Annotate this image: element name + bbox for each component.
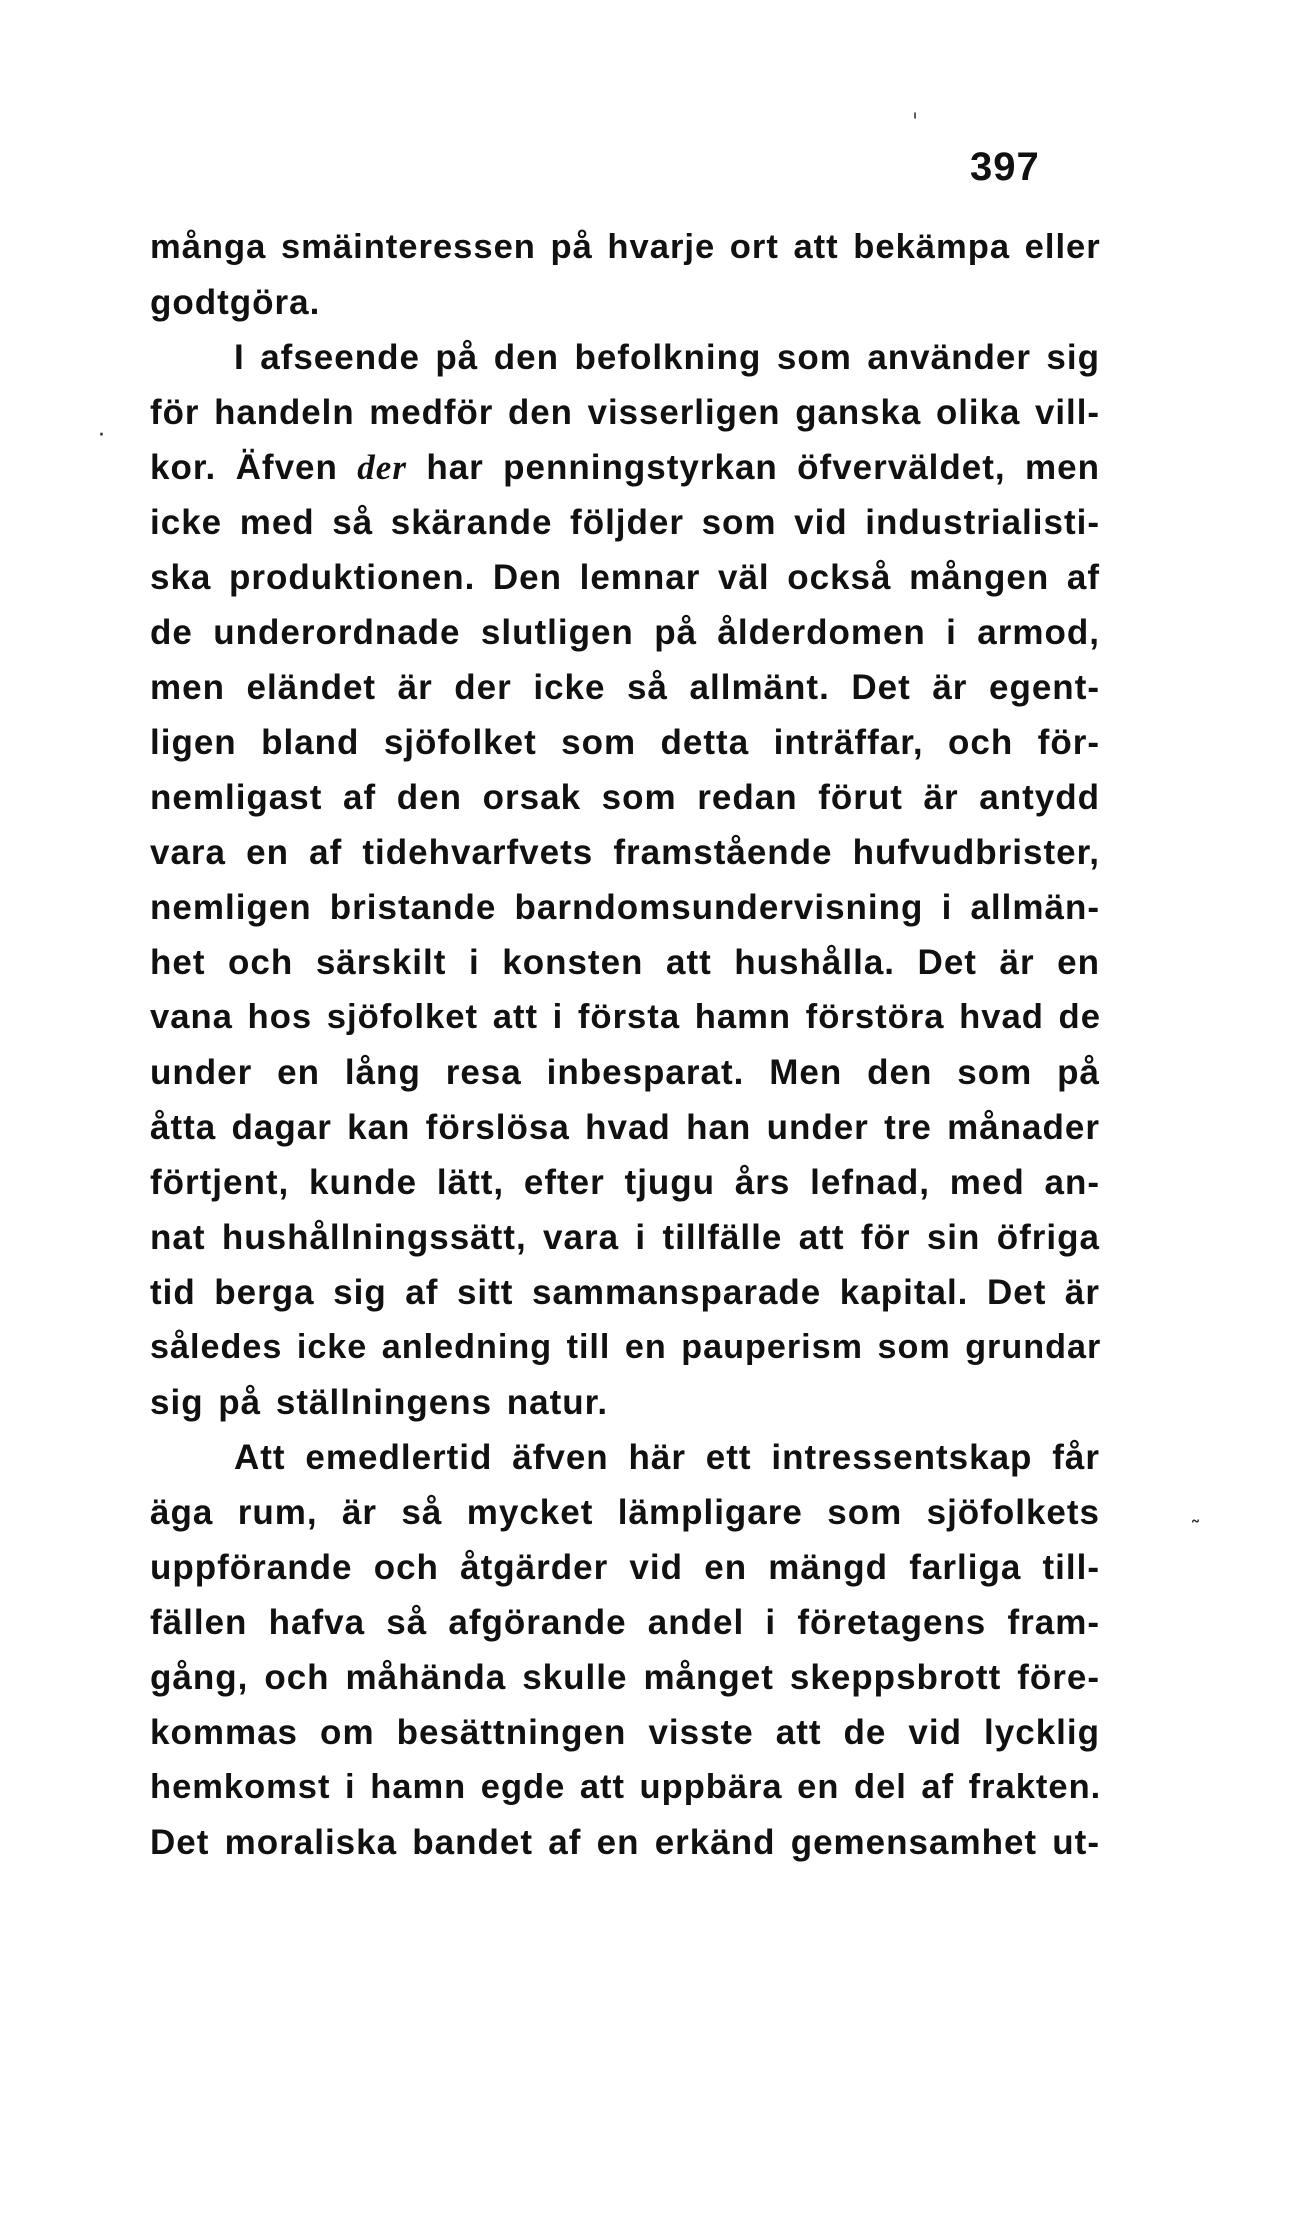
text-line: tid berga sig af sitt sammansparade kapital. Det är	[150, 1273, 1100, 1312]
text-line: fällen hafva så afgörande andel i företagens fram-	[150, 1603, 1100, 1642]
text-line: för handeln medför den visserligen ganska olika vill-	[150, 393, 1101, 432]
text-line: uppförande och åtgärder vid en mängd farliga till-	[150, 1548, 1100, 1587]
text-line: äga rum, är så mycket lämpligare som sjöfolkets	[150, 1493, 1100, 1532]
text-line: Det moraliska bandet af en erkänd gemensamhet ut-	[150, 1823, 1100, 1862]
print-speck: ˜	[1190, 1518, 1201, 1543]
text-line: ska produktionen. Den lemnar väl också mången af	[150, 558, 1100, 597]
text-line: många smäinteressen på hvarje ort att bekämpa eller	[150, 228, 1101, 266]
text-line: nemligast af den orsak som redan förut är antydd	[150, 778, 1100, 817]
text-line: icke med så skärande följder som vid industrialisti-	[150, 503, 1100, 542]
text-line: vara en af tidehvarfvets framstående hufvudbrister,	[150, 833, 1100, 872]
text-line: nat hushållningssätt, vara i tillfälle att för sin öfriga	[150, 1218, 1100, 1257]
print-speck: ˌ	[912, 96, 919, 121]
text-line: åtta dagar kan förslösa hvad han under tre månader	[150, 1108, 1100, 1147]
print-speck: ·	[98, 423, 105, 448]
text-line: vana hos sjöfolket att i första hamn förstöra hvad de	[150, 998, 1101, 1036]
text-segment: har penningstyrkan öfverväldet, men	[406, 448, 1100, 487]
text-line: förtjent, kunde lätt, efter tjugu års lefnad, med an-	[150, 1163, 1100, 1202]
text-line: nemligen bristande barndomsundervisning i allmän-	[150, 888, 1100, 927]
text-line: ligen bland sjöfolket som detta inträffar, och för-	[150, 723, 1100, 762]
text-line: het och särskilt i konsten att hushålla. Det är en	[150, 943, 1100, 982]
text-line: Att emedlertid äfven här ett intressentskap får	[234, 1438, 1100, 1477]
text-line: men eländet är der icke så allmänt. Det är egent-	[150, 668, 1100, 707]
page-number: 397	[970, 145, 1040, 189]
text-line: gång, och måhända skulle månget skeppsbrott före-	[150, 1658, 1100, 1697]
text-line: godtgöra.	[150, 283, 321, 322]
text-line: hemkomst i hamn egde att uppbära en del af frakten.	[150, 1768, 1102, 1806]
text-line: således icke anledning till en pauperism som grundar	[150, 1328, 1102, 1366]
text-line: I afseende på den befolkning som använder sig	[234, 338, 1100, 377]
text-line: sig på ställningens natur.	[150, 1383, 609, 1422]
text-segment: kor. Äfven	[150, 448, 358, 487]
body-text	[150, 220, 1100, 1870]
italic-word: der	[357, 448, 407, 487]
text-line: de underordnade slutligen på ålderdomen i armod,	[150, 613, 1100, 652]
text-line: under en lång resa inbesparat. Men den som på	[150, 1053, 1100, 1092]
text-line	[150, 440, 1100, 495]
text-line: kommas om besättningen visste att de vid lycklig	[150, 1713, 1100, 1752]
